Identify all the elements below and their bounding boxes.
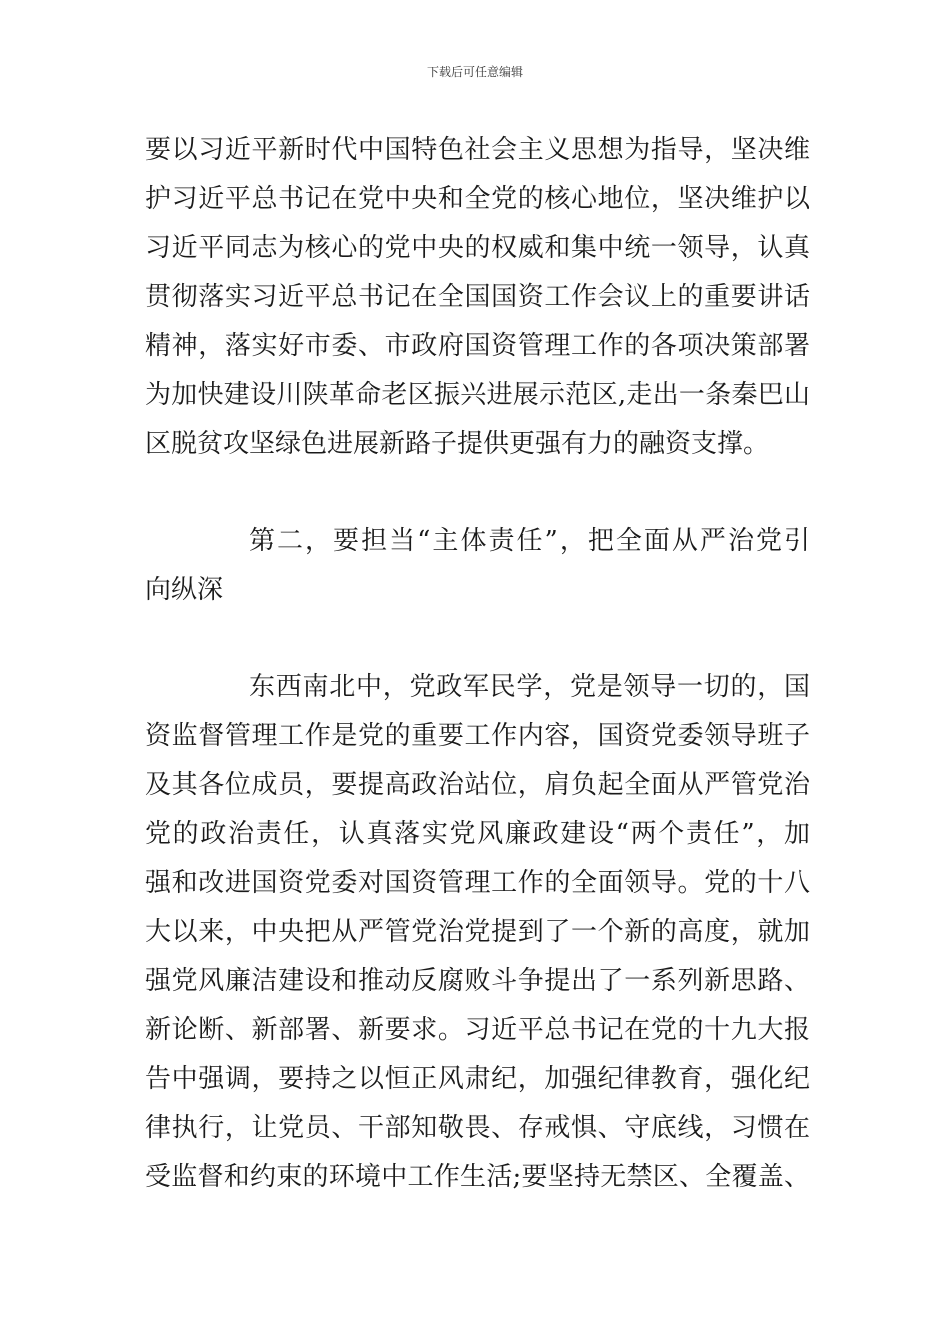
section-heading <box>145 517 810 615</box>
text-line: 东西南北中，党政军民学，党是领导一切的，国 <box>249 672 810 702</box>
paragraph-1 <box>145 126 810 469</box>
text-line: 告中强调，要持之以恒正风肃纪，加强纪律教育，强化纪 <box>145 1064 810 1094</box>
text-line: 为加快建设川陕革命老区振兴进展示范区,走出一条秦巴山 <box>145 380 810 410</box>
text-line: 精神，落实好市委、市政府国资管理工作的各项决策部署 <box>145 331 810 361</box>
paragraph-spacer <box>145 469 810 517</box>
text-line: 区脱贫攻坚绿色进展新路子提供更强有力的融资支撑。 <box>145 429 770 459</box>
text-line: 律执行，让党员、干部知敬畏、存戒惧、守底线，习惯在 <box>145 1113 810 1143</box>
text-line: 党的政治责任，认真落实党风廉政建设“两个责任”，加 <box>145 819 810 849</box>
text-line: 护习近平总书记在党中央和全党的核心地位，坚决维护以 <box>145 184 810 214</box>
text-line: 新论断、新部署、新要求。习近平总书记在党的十九大报 <box>145 1015 810 1045</box>
text-line: 习近平同志为核心的党中央的权威和集中统一领导，认真 <box>145 233 810 263</box>
paragraph-3 <box>145 663 810 1202</box>
heading-line: 向纵深 <box>145 575 224 605</box>
text-line: 要以习近平新时代中国特色社会主义思想为指导，坚决维 <box>145 135 810 165</box>
text-line: 贯彻落实习近平总书记在全国国资工作会议上的重要讲话 <box>145 282 810 312</box>
text-line: 大以来，中央把从严管党治党提到了一个新的高度，就加 <box>145 917 810 947</box>
page-header: 下载后可任意编辑 <box>426 65 523 79</box>
paragraph-spacer <box>145 615 810 663</box>
heading-line: 第二，要担当“主体责任”，把全面从严治党引 <box>249 526 810 556</box>
text-line: 资监督管理工作是党的重要工作内容，国资党委领导班子 <box>145 721 810 751</box>
document-body <box>145 126 810 1202</box>
text-line: 强和改进国资党委对国资管理工作的全面领导。党的十八 <box>145 868 810 898</box>
text-line: 及其各位成员，要提高政治站位，肩负起全面从严管党治 <box>145 770 810 800</box>
text-line: 受监督和约束的环境中工作生活;要坚持无禁区、全覆盖、 <box>145 1162 810 1192</box>
text-line: 强党风廉洁建设和推动反腐败斗争提出了一系列新思路、 <box>145 966 810 996</box>
